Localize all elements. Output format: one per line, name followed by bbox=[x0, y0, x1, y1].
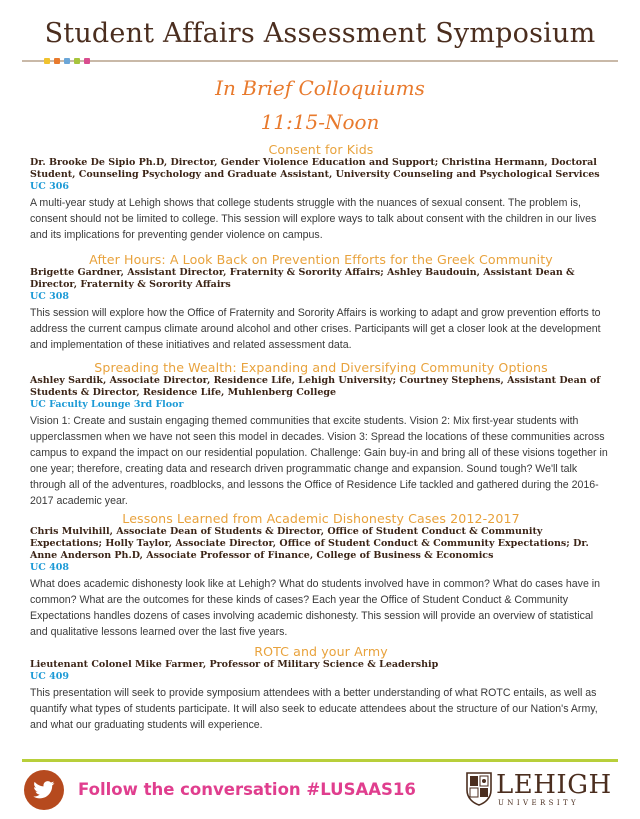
session-room: UC 308 bbox=[30, 291, 69, 302]
session-description: This session will explore how the Office of Fraternity and Sorority Affairs is working to adapt and grow prevention efforts to address the current campus climate around alcohol and other crises. Participants will get a closer look at the development and implementation of these initiatives and related assessment data. bbox=[30, 307, 601, 351]
session-speakers: Chris Mulvihill, Associate Dean of Students & Director, Office of Student Conduct & Community Expectations; Holly Taylor, Associate Director, Office of Student Conduct & Community Expectations; Dr. Anne Anderson Ph.D, Associate Professor of Finance, College of Business & Economics bbox=[30, 526, 589, 561]
session-room: UC 408 bbox=[30, 562, 69, 573]
color-dot bbox=[74, 58, 80, 64]
follow-hashtag-text: Follow the conversation #LUSAAS16 bbox=[78, 780, 416, 799]
color-dot bbox=[84, 58, 90, 64]
session-title: ROTC and your Army bbox=[254, 644, 388, 659]
title-divider bbox=[22, 60, 618, 62]
session-description: Vision 1: Create and sustain engaging themed communities that excite students. Vision 2: Mix first-year students with upperclassmen when we have not seen this model in decades. Vision 3: Spread the locations of these communities across campus to expand the impact on our residential population. Challenge: Gain buy-in and bring all of these visions together in one year; therefore, creating data and research driven programmatic change and expansion. Sound tough? We'll talk through all of the adventures, roadblocks, and lessons the Office of Residence Life tackled and gathered during the 2016-2017 academic year. bbox=[30, 415, 608, 507]
session-block bbox=[30, 644, 612, 733]
color-dot bbox=[64, 58, 70, 64]
session-title: Consent for Kids bbox=[268, 142, 374, 157]
session-room: UC 306 bbox=[30, 181, 69, 192]
session-speakers: Lieutenant Colonel Mike Farmer, Professor of Military Science & Leadership bbox=[30, 659, 439, 670]
session-room: UC Faculty Lounge 3rd Floor bbox=[30, 399, 184, 410]
session-description: A multi-year study at Lehigh shows that college students struggle with the nuances of sexual consent. The problem is, consent should not be limited to college. This session will explore ways to talk about consent with the children in our lives and its implications for preventing gender violence on campus. bbox=[30, 197, 597, 241]
color-dot bbox=[54, 58, 60, 64]
twitter-bird-icon bbox=[33, 781, 55, 799]
session-description: This presentation will seek to provide symposium attendees with a better understanding of what ROTC entails, as well as quantify what types of students participate. It will also seek to educate attendees about the structure of our Nation's Army, and what our graduating students will experience. bbox=[30, 687, 598, 731]
session-block bbox=[30, 142, 612, 243]
lehigh-university-logo bbox=[466, 770, 616, 810]
colloquium-heading: In Brief Colloquiums bbox=[215, 76, 425, 100]
session-title: Lessons Learned from Academic Dishonesty Cases 2012-2017 bbox=[122, 511, 520, 526]
session-block bbox=[30, 511, 612, 640]
logo-wordmark: LEHIGH bbox=[496, 770, 612, 800]
logo-subtext: UNIVERSITY bbox=[498, 799, 580, 807]
color-dot bbox=[44, 58, 50, 64]
twitter-icon[interactable] bbox=[24, 770, 64, 810]
session-speakers: Dr. Brooke De Sipio Ph.D, Director, Gender Violence Education and Support; Christina Hermann, Doctoral Student, Counseling Psychology and Graduate Assistant, University Counseling and Psychological Services bbox=[30, 157, 600, 180]
session-room: UC 409 bbox=[30, 671, 69, 682]
shield-icon bbox=[466, 772, 492, 806]
footer-divider bbox=[22, 759, 618, 762]
color-dots bbox=[44, 58, 90, 64]
session-speakers: Brigette Gardner, Assistant Director, Fraternity & Sorority Affairs; Ashley Baudouin, Assistant Dean & Director, Fraternity & Sorority Affairs bbox=[30, 267, 575, 290]
session-block bbox=[30, 252, 612, 353]
session-title: Spreading the Wealth: Expanding and Diversifying Community Options bbox=[94, 360, 548, 375]
symposium-title: Student Affairs Assessment Symposium bbox=[44, 18, 596, 49]
session-block bbox=[30, 360, 612, 509]
session-time: 11:15-Noon bbox=[260, 110, 380, 134]
session-title: After Hours: A Look Back on Prevention Efforts for the Greek Community bbox=[89, 252, 553, 267]
session-description: What does academic dishonesty look like at Lehigh? What do students involved have in common? What do cases have in common? What are the outcomes for these kinds of cases? Each year the Office of Student Conduct & Community Expectations handles dozens of cases involving academic dishonesty. This session will provide an overview of statistical and qualitative lessons learned over the last five years. bbox=[30, 578, 601, 638]
session-speakers: Ashley Sardik, Associate Director, Residence Life, Lehigh University; Courtney Stephens, Assistant Dean of Students & Director, Residence Life, Muhlenberg College bbox=[30, 375, 601, 398]
